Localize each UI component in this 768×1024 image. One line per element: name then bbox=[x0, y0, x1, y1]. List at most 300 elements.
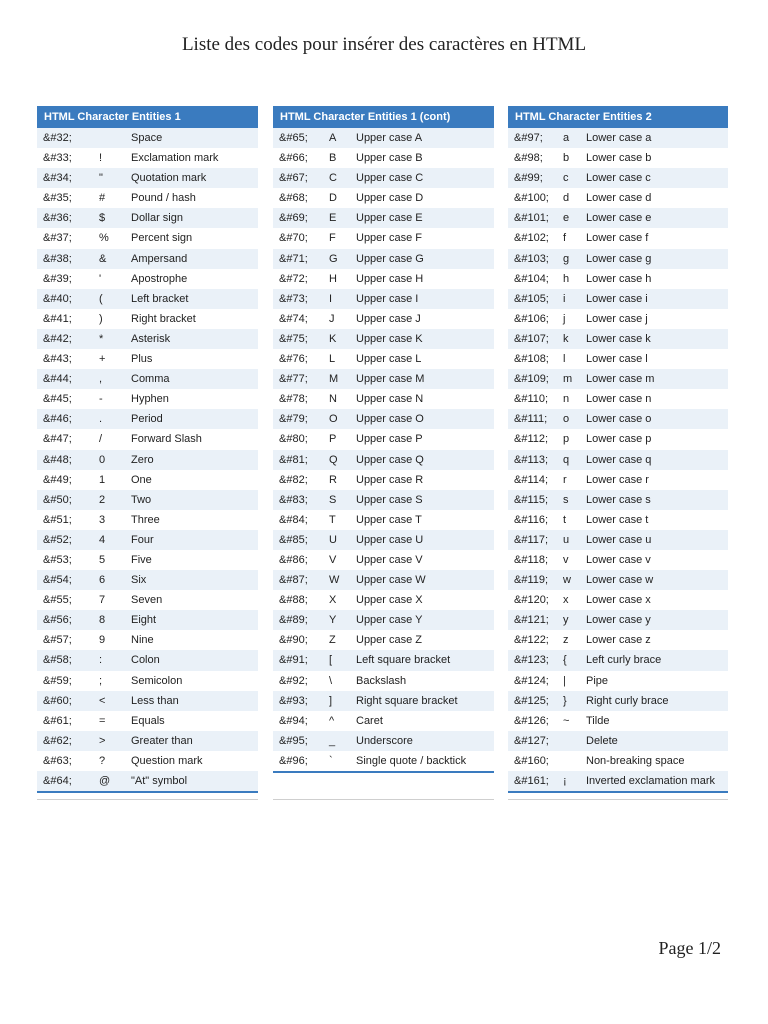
table-row bbox=[273, 550, 494, 570]
table-row bbox=[273, 148, 494, 168]
table-row bbox=[273, 228, 494, 248]
entity-code: &#124; bbox=[514, 674, 549, 687]
entity-code: &#42; bbox=[43, 332, 72, 345]
character: [ bbox=[329, 654, 333, 667]
description: Plus bbox=[131, 353, 153, 366]
entity-code: &#127; bbox=[514, 734, 549, 747]
table-row bbox=[508, 349, 728, 369]
entity-code: &#108; bbox=[514, 353, 549, 366]
character: x bbox=[563, 594, 569, 607]
table-rows bbox=[273, 128, 494, 771]
table-row bbox=[273, 751, 494, 771]
table-row bbox=[508, 771, 728, 791]
table-row bbox=[273, 630, 494, 650]
entity-code: &#70; bbox=[279, 232, 308, 245]
character: Q bbox=[329, 453, 338, 466]
description: Seven bbox=[131, 594, 163, 607]
table-row bbox=[508, 691, 728, 711]
entity-code: &#102; bbox=[514, 232, 549, 245]
character: t bbox=[563, 513, 567, 526]
character: , bbox=[99, 373, 103, 386]
table-row bbox=[508, 490, 728, 510]
description: Left square bracket bbox=[356, 654, 451, 667]
character: . bbox=[99, 413, 103, 426]
character: ; bbox=[99, 674, 103, 687]
entity-code: &#95; bbox=[279, 734, 308, 747]
entity-code: &#122; bbox=[514, 634, 549, 647]
entity-code: &#56; bbox=[43, 614, 72, 627]
entity-code: &#46; bbox=[43, 413, 72, 426]
description: Lower case z bbox=[586, 634, 651, 647]
character: b bbox=[563, 152, 570, 165]
character: W bbox=[329, 574, 340, 587]
table-row bbox=[273, 450, 494, 470]
entity-code: &#90; bbox=[279, 634, 308, 647]
table-row bbox=[508, 329, 728, 349]
entity-code: &#125; bbox=[514, 694, 549, 707]
table-row bbox=[273, 349, 494, 369]
description: Right bracket bbox=[131, 312, 196, 325]
character: e bbox=[563, 212, 570, 225]
table-row bbox=[37, 389, 258, 409]
character: G bbox=[329, 252, 338, 265]
table-row bbox=[273, 650, 494, 670]
entity-code: &#126; bbox=[514, 714, 549, 727]
table-row bbox=[508, 289, 728, 309]
character: " bbox=[99, 172, 103, 185]
table-row bbox=[273, 590, 494, 610]
description: Lower case b bbox=[586, 152, 652, 165]
description: Single quote / backtick bbox=[356, 754, 467, 767]
character: ) bbox=[99, 312, 103, 325]
description: Lower case y bbox=[586, 614, 651, 627]
table-row bbox=[273, 269, 494, 289]
table-row bbox=[37, 630, 258, 650]
entity-code: &#120; bbox=[514, 594, 549, 607]
description: Lower case w bbox=[586, 574, 654, 587]
table-row bbox=[273, 168, 494, 188]
table-bottom-rule bbox=[508, 791, 728, 793]
description: Lower case e bbox=[586, 212, 652, 225]
description: Upper case S bbox=[356, 493, 423, 506]
table-row bbox=[508, 228, 728, 248]
description: Delete bbox=[586, 734, 618, 747]
table-row bbox=[37, 530, 258, 550]
table-row bbox=[508, 269, 728, 289]
character: d bbox=[563, 192, 570, 205]
table-row bbox=[508, 671, 728, 691]
description: Apostrophe bbox=[131, 272, 188, 285]
description: Upper case B bbox=[356, 152, 423, 165]
entity-code: &#50; bbox=[43, 493, 72, 506]
character: I bbox=[329, 292, 333, 305]
character: p bbox=[563, 433, 570, 446]
character: \ bbox=[329, 674, 333, 687]
description: Four bbox=[131, 533, 154, 546]
table-row bbox=[37, 228, 258, 248]
description: Five bbox=[131, 553, 152, 566]
description: Asterisk bbox=[131, 332, 171, 345]
table-rows bbox=[37, 128, 258, 791]
description: Lower case c bbox=[586, 172, 651, 185]
table-row bbox=[508, 389, 728, 409]
table-row bbox=[508, 590, 728, 610]
entity-code: &#93; bbox=[279, 694, 308, 707]
table-row bbox=[273, 570, 494, 590]
entity-code: &#116; bbox=[514, 513, 549, 526]
entity-code: &#71; bbox=[279, 252, 308, 265]
character: P bbox=[329, 433, 337, 446]
description: Six bbox=[131, 574, 147, 587]
entity-code: &#58; bbox=[43, 654, 72, 667]
character: : bbox=[99, 654, 103, 667]
character: J bbox=[329, 312, 335, 325]
table-row bbox=[508, 188, 728, 208]
entity-code: &#60; bbox=[43, 694, 72, 707]
character: X bbox=[329, 594, 337, 607]
entity-code: &#114; bbox=[514, 473, 549, 486]
entities-table-2 bbox=[508, 106, 728, 800]
description: Less than bbox=[131, 694, 179, 707]
table-row bbox=[273, 329, 494, 349]
description: Hyphen bbox=[131, 393, 169, 406]
description: Lower case d bbox=[586, 192, 652, 205]
entity-code: &#72; bbox=[279, 272, 308, 285]
table-row bbox=[37, 329, 258, 349]
character: h bbox=[563, 272, 570, 285]
table-divider bbox=[37, 799, 258, 800]
description: Upper case M bbox=[356, 373, 425, 386]
character: 2 bbox=[99, 493, 106, 506]
entity-code: &#44; bbox=[43, 373, 72, 386]
table-row bbox=[273, 128, 494, 148]
character: ¡ bbox=[563, 775, 567, 787]
entity-code: &#75; bbox=[279, 332, 308, 345]
character: % bbox=[99, 232, 109, 245]
character: R bbox=[329, 473, 337, 486]
page-number: Page 1/2 bbox=[658, 938, 721, 958]
entity-code: &#118; bbox=[514, 553, 549, 566]
description: Lower case f bbox=[586, 232, 649, 245]
entity-code: &#45; bbox=[43, 393, 72, 406]
table-row bbox=[273, 691, 494, 711]
table-row bbox=[37, 289, 258, 309]
table-row bbox=[37, 249, 258, 269]
entity-code: &#49; bbox=[43, 473, 72, 486]
description: Upper case E bbox=[356, 212, 423, 225]
description: Upper case Z bbox=[356, 634, 423, 647]
description: Exclamation mark bbox=[131, 152, 219, 165]
character: 4 bbox=[99, 533, 106, 546]
description: Upper case T bbox=[356, 513, 422, 526]
table-row bbox=[37, 751, 258, 771]
description: Lower case n bbox=[586, 393, 652, 406]
description: Upper case F bbox=[356, 232, 423, 245]
entity-code: &#100; bbox=[514, 192, 549, 205]
table-row bbox=[37, 349, 258, 369]
entity-code: &#83; bbox=[279, 493, 308, 506]
character: O bbox=[329, 413, 338, 426]
entity-code: &#37; bbox=[43, 232, 72, 245]
table-row bbox=[273, 188, 494, 208]
character: 1 bbox=[99, 473, 106, 486]
character: + bbox=[99, 353, 106, 366]
description: Ampersand bbox=[131, 252, 188, 265]
entity-code: &#104; bbox=[514, 272, 549, 285]
table-row bbox=[508, 510, 728, 530]
entity-code: &#109; bbox=[514, 373, 549, 386]
character: D bbox=[329, 192, 337, 205]
character: 8 bbox=[99, 614, 106, 627]
description: Lower case m bbox=[586, 373, 655, 386]
table-row bbox=[37, 610, 258, 630]
character: ` bbox=[329, 754, 333, 767]
character: H bbox=[329, 272, 337, 285]
table-row bbox=[37, 429, 258, 449]
description: Semicolon bbox=[131, 674, 183, 687]
character: @ bbox=[99, 775, 111, 787]
entity-code: &#117; bbox=[514, 533, 549, 546]
table-row bbox=[273, 610, 494, 630]
table-row bbox=[273, 289, 494, 309]
character: ^ bbox=[329, 714, 335, 727]
description: One bbox=[131, 473, 152, 486]
character: ' bbox=[99, 272, 102, 285]
table-header: HTML Character Entities 1 (cont) bbox=[273, 106, 494, 128]
entity-code: &#76; bbox=[279, 353, 308, 366]
entity-code: &#123; bbox=[514, 654, 549, 667]
description: Comma bbox=[131, 373, 170, 386]
table-row bbox=[508, 751, 728, 771]
entity-code: &#101; bbox=[514, 212, 549, 225]
table-row bbox=[273, 530, 494, 550]
character: A bbox=[329, 132, 337, 144]
description: Upper case P bbox=[356, 433, 423, 446]
table-row bbox=[508, 610, 728, 630]
character: 6 bbox=[99, 574, 106, 587]
entity-code: &#115; bbox=[514, 493, 549, 506]
entity-code: &#84; bbox=[279, 513, 308, 526]
entity-code: &#89; bbox=[279, 614, 308, 627]
character: u bbox=[563, 533, 570, 546]
table-row bbox=[37, 590, 258, 610]
table-row bbox=[37, 510, 258, 530]
character: | bbox=[563, 674, 566, 687]
description: Upper case L bbox=[356, 353, 422, 366]
description: Upper case W bbox=[356, 574, 426, 587]
table-divider bbox=[508, 799, 728, 800]
table-row bbox=[508, 731, 728, 751]
entity-code: &#86; bbox=[279, 553, 308, 566]
character: N bbox=[329, 393, 337, 406]
entity-code: &#53; bbox=[43, 553, 72, 566]
table-row bbox=[37, 711, 258, 731]
character: Z bbox=[329, 634, 336, 647]
description: Upper case H bbox=[356, 272, 424, 285]
description: "At" symbol bbox=[131, 775, 188, 787]
character: 3 bbox=[99, 513, 106, 526]
table-row bbox=[508, 409, 728, 429]
entity-code: &#55; bbox=[43, 594, 72, 607]
character: # bbox=[99, 192, 106, 205]
table-row bbox=[508, 711, 728, 731]
table-row bbox=[508, 128, 728, 148]
table-row bbox=[508, 208, 728, 228]
character: ! bbox=[99, 152, 103, 165]
description: Greater than bbox=[131, 734, 193, 747]
character: z bbox=[563, 634, 569, 647]
table-row bbox=[273, 309, 494, 329]
table-row bbox=[37, 409, 258, 429]
description: Lower case x bbox=[586, 594, 651, 607]
description: Pound / hash bbox=[131, 192, 196, 205]
table-row bbox=[508, 450, 728, 470]
table-row bbox=[37, 369, 258, 389]
entity-code: &#67; bbox=[279, 172, 308, 185]
description: Nine bbox=[131, 634, 154, 647]
description: Question mark bbox=[131, 754, 203, 767]
character: n bbox=[563, 393, 570, 406]
table-row bbox=[273, 429, 494, 449]
character: q bbox=[563, 453, 570, 466]
table-row bbox=[37, 128, 258, 148]
entity-code: &#105; bbox=[514, 292, 549, 305]
entity-code: &#59; bbox=[43, 674, 72, 687]
table-row bbox=[508, 570, 728, 590]
character: s bbox=[563, 493, 569, 506]
entity-code: &#64; bbox=[43, 775, 72, 787]
table-row bbox=[273, 470, 494, 490]
table-row bbox=[37, 309, 258, 329]
table-row bbox=[508, 630, 728, 650]
description: Upper case Q bbox=[356, 453, 424, 466]
description: Lower case t bbox=[586, 513, 649, 526]
table-rows bbox=[508, 128, 728, 791]
description: Lower case k bbox=[586, 332, 651, 345]
description: Lower case q bbox=[586, 453, 652, 466]
entity-code: &#63; bbox=[43, 754, 72, 767]
description: Dollar sign bbox=[131, 212, 183, 225]
character: ? bbox=[99, 754, 106, 767]
entity-code: &#36; bbox=[43, 212, 72, 225]
entity-code: &#94; bbox=[279, 714, 308, 727]
table-row bbox=[37, 470, 258, 490]
entity-code: &#66; bbox=[279, 152, 308, 165]
entity-code: &#68; bbox=[279, 192, 308, 205]
table-row bbox=[37, 269, 258, 289]
description: Upper case G bbox=[356, 252, 424, 265]
entity-code: &#54; bbox=[43, 574, 72, 587]
character: K bbox=[329, 332, 337, 345]
character: B bbox=[329, 152, 337, 165]
entity-code: &#92; bbox=[279, 674, 308, 687]
description: Upper case X bbox=[356, 594, 423, 607]
character: > bbox=[99, 734, 106, 747]
entity-code: &#119; bbox=[514, 574, 549, 587]
character: o bbox=[563, 413, 570, 426]
description: Backslash bbox=[356, 674, 407, 687]
description: Left bracket bbox=[131, 292, 189, 305]
entity-code: &#43; bbox=[43, 353, 72, 366]
entity-code: &#34; bbox=[43, 172, 72, 185]
entity-code: &#32; bbox=[43, 132, 72, 144]
character: $ bbox=[99, 212, 106, 225]
character: 7 bbox=[99, 594, 106, 607]
character: v bbox=[563, 553, 569, 566]
description: Equals bbox=[131, 714, 165, 727]
description: Upper case J bbox=[356, 312, 421, 325]
table-row bbox=[273, 389, 494, 409]
description: Right curly brace bbox=[586, 694, 669, 707]
entity-code: &#87; bbox=[279, 574, 308, 587]
table-row bbox=[37, 731, 258, 751]
entity-code: &#107; bbox=[514, 332, 549, 345]
description: Forward Slash bbox=[131, 433, 202, 446]
table-header: HTML Character Entities 2 bbox=[508, 106, 728, 128]
entity-code: &#39; bbox=[43, 272, 72, 285]
description: Upper case A bbox=[356, 132, 423, 144]
description: Caret bbox=[356, 714, 383, 727]
description: Lower case r bbox=[586, 473, 649, 486]
entity-code: &#97; bbox=[514, 132, 543, 144]
table-bottom-rule bbox=[37, 791, 258, 793]
entity-code: &#61; bbox=[43, 714, 72, 727]
table-row bbox=[37, 650, 258, 670]
entity-code: &#112; bbox=[514, 433, 549, 446]
description: Inverted exclamation mark bbox=[586, 775, 715, 787]
character: - bbox=[99, 393, 103, 406]
entity-code: &#73; bbox=[279, 292, 308, 305]
description: Upper case O bbox=[356, 413, 424, 426]
character: T bbox=[329, 513, 336, 526]
entity-code: &#40; bbox=[43, 292, 72, 305]
entity-code: &#48; bbox=[43, 453, 72, 466]
table-row bbox=[37, 168, 258, 188]
entity-code: &#35; bbox=[43, 192, 72, 205]
entity-code: &#110; bbox=[514, 393, 549, 406]
character: E bbox=[329, 212, 337, 225]
table-row bbox=[508, 470, 728, 490]
entity-code: &#38; bbox=[43, 252, 72, 265]
description: Upper case C bbox=[356, 172, 424, 185]
description: Lower case i bbox=[586, 292, 648, 305]
description: Lower case v bbox=[586, 553, 651, 566]
description: Left curly brace bbox=[586, 654, 662, 667]
entity-code: &#80; bbox=[279, 433, 308, 446]
table-row bbox=[273, 369, 494, 389]
character: l bbox=[563, 353, 566, 366]
description: Underscore bbox=[356, 734, 413, 747]
description: Eight bbox=[131, 614, 157, 627]
character: 5 bbox=[99, 553, 106, 566]
table-row bbox=[273, 249, 494, 269]
table-row bbox=[273, 409, 494, 429]
table-row bbox=[508, 650, 728, 670]
character: / bbox=[99, 433, 103, 446]
entity-code: &#98; bbox=[514, 152, 543, 165]
description: Lower case a bbox=[586, 132, 652, 144]
character: c bbox=[563, 172, 569, 185]
entity-code: &#78; bbox=[279, 393, 308, 406]
character: S bbox=[329, 493, 337, 506]
entity-code: &#121; bbox=[514, 614, 549, 627]
entity-code: &#91; bbox=[279, 654, 308, 667]
description: Upper case N bbox=[356, 393, 424, 406]
description: Percent sign bbox=[131, 232, 193, 245]
character: j bbox=[563, 312, 566, 325]
table-row bbox=[37, 450, 258, 470]
description: Upper case Y bbox=[356, 614, 423, 627]
